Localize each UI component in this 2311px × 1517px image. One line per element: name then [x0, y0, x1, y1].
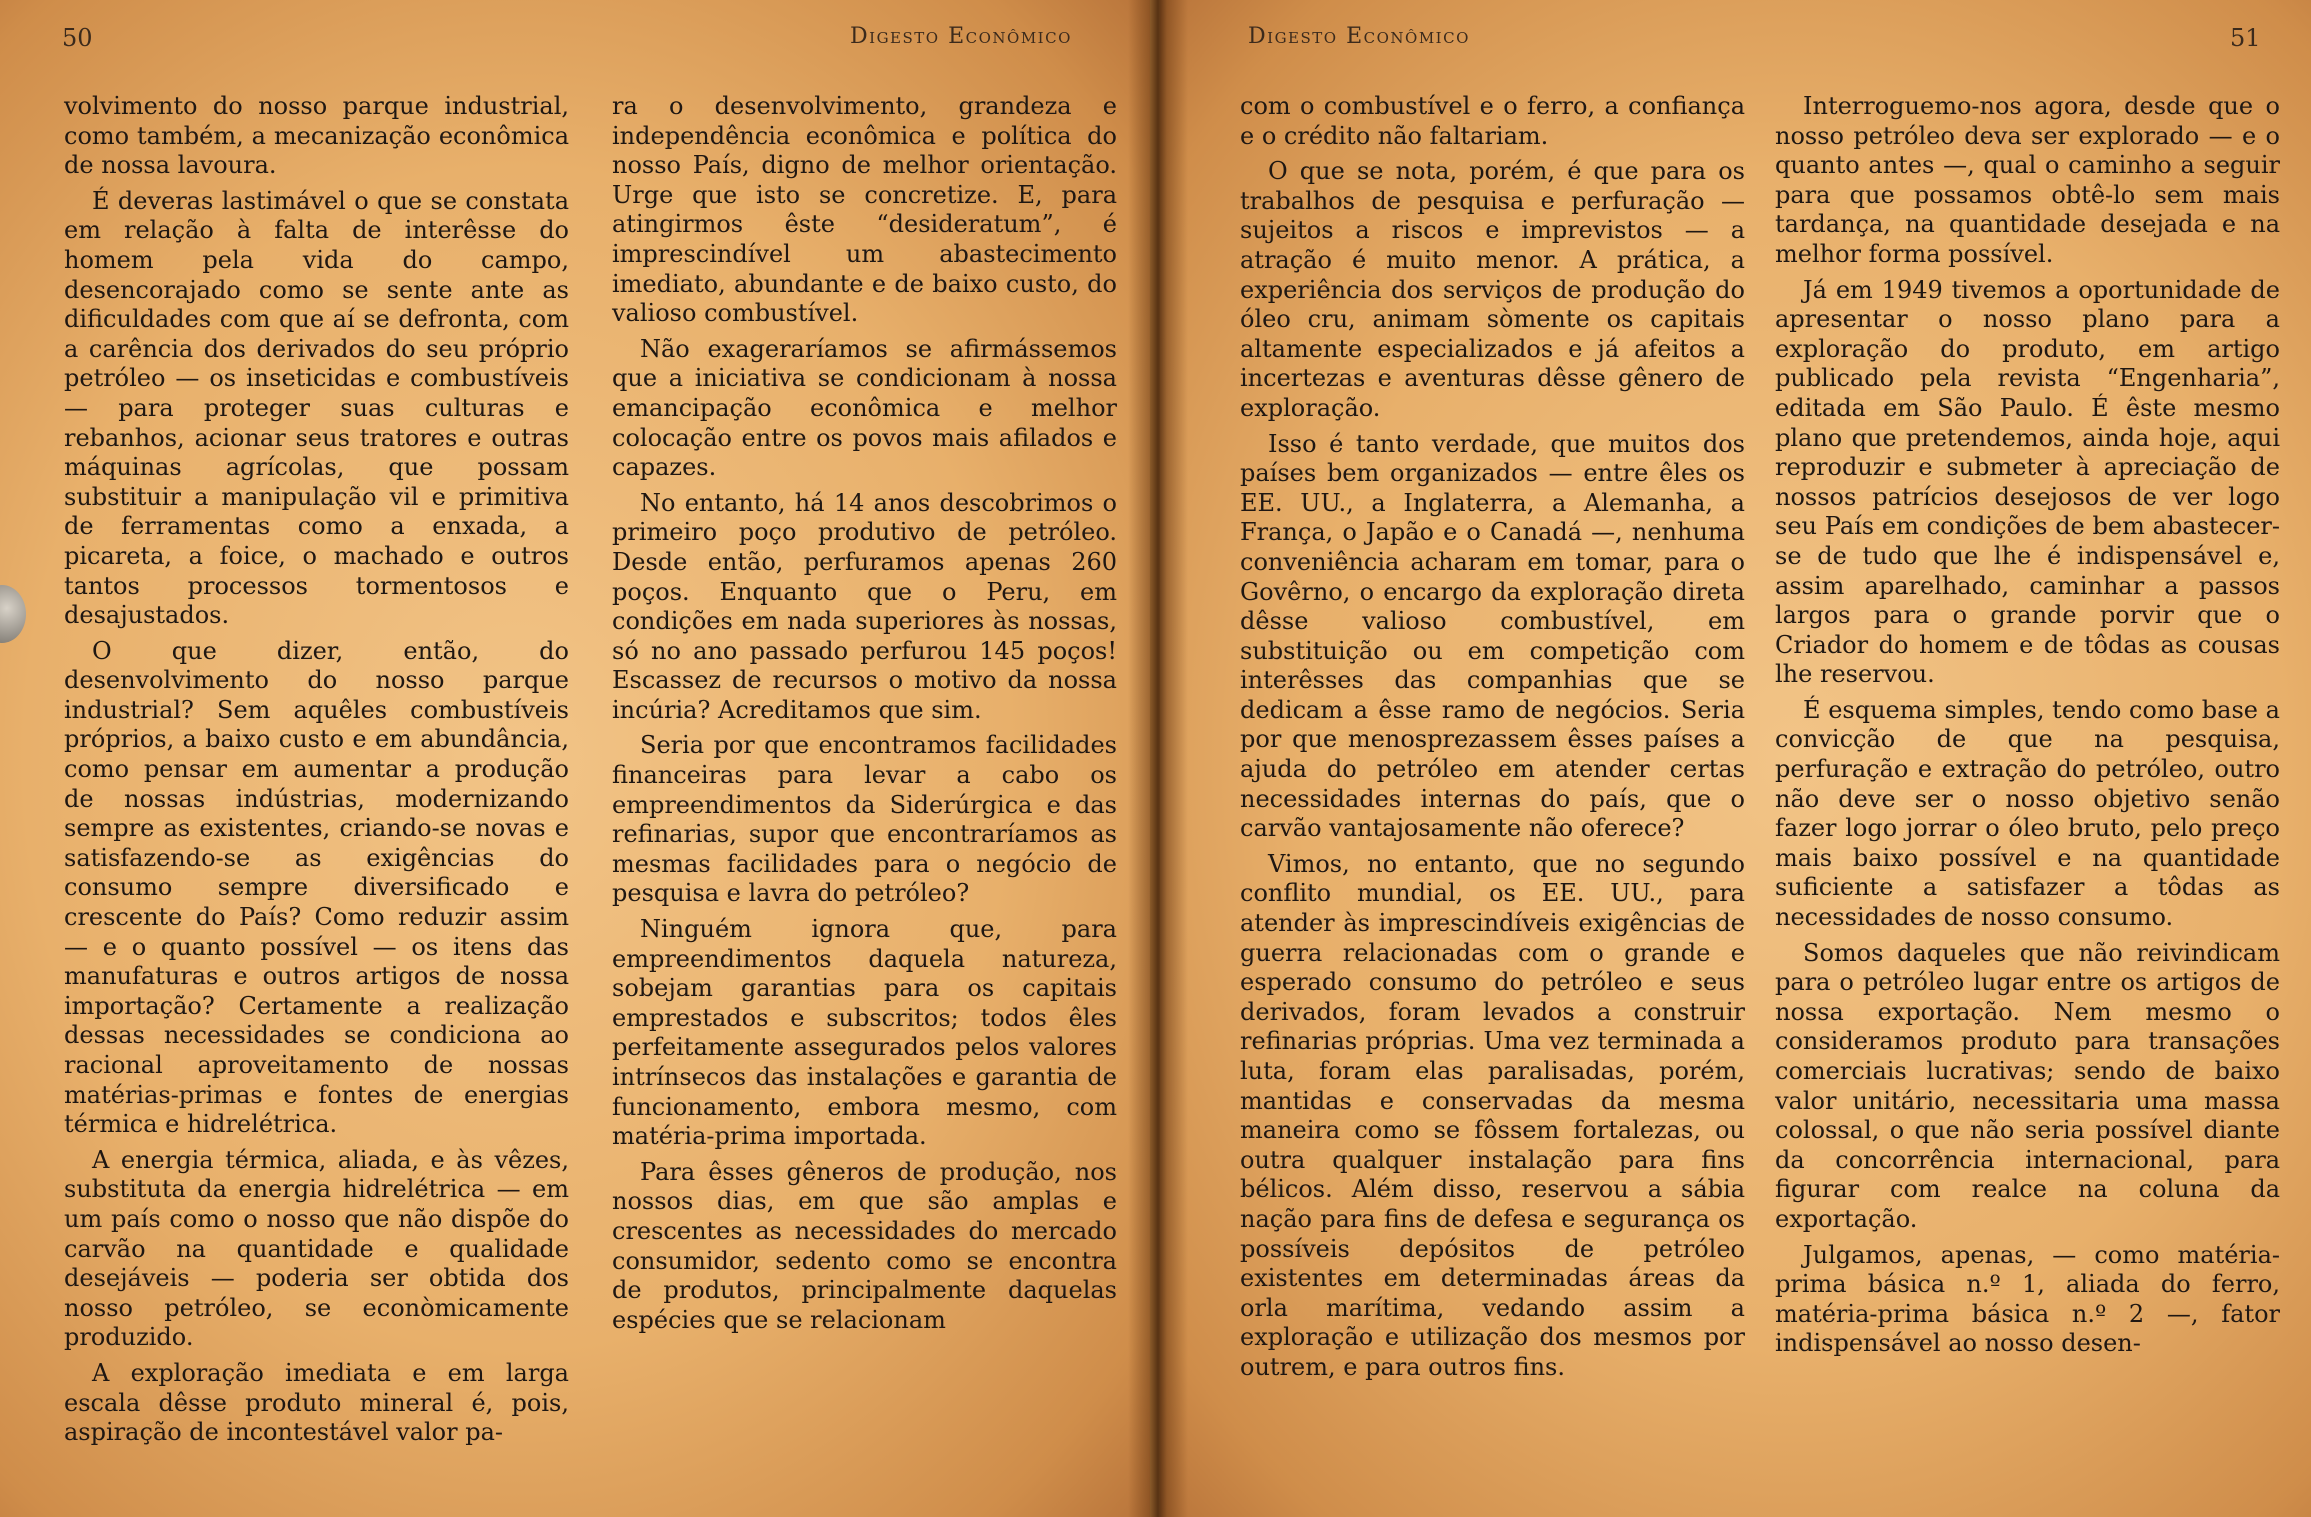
- paragraph: No entanto, há 14 anos descobrimos o primeiro poço produtivo de petróleo. Desde então, perfuramos apenas 260 poços. Enquanto que o Peru, em condições em nada superiores às nossas, só no ano passado perfurou 145 poços! Escassez de recursos o motivo da nossa incúria? Acreditamos que sim.: [612, 488, 1117, 724]
- paragraph: O que dizer, então, do desenvolvimento do nosso parque industrial? Sem aquêles combustíveis próprios, a baixo custo e em abundância, como pensar em aumentar a produção de nossas indústrias, modernizando sempre as existentes, criando-se novas e satisfazendo-se as exigências do consumo sempre diversificado e crescente do País? Como reduzir assim — e o quanto possível — os itens das manufaturas e outros artigos de nossa importação? Certamente a realização dessas necessidades se condiciona ao racional aproveitamento de nossas matérias-primas e fontes de energias térmica e hidrelétrica.: [64, 636, 569, 1139]
- paragraph: volvimento do nosso parque industrial, como também, a mecanização econômica de nossa lavoura.: [64, 92, 569, 180]
- paragraph: É esquema simples, tendo como base a convicção de que na pesquisa, perfuração e extração do petróleo, outro não deve ser o nosso objetivo senão fazer logo jorrar o óleo bruto, pelo preço mais baixo possível e na quantidade suficiente a satisfazer a tôdas as necessidades de nosso consumo.: [1775, 695, 2280, 932]
- paragraph: A exploração imediata e em larga escala dêsse produto mineral é, pois, aspiração de incontestável valor pa-: [64, 1358, 569, 1447]
- text-column-1: [1240, 92, 1745, 1389]
- paragraph: Julgamos, apenas, — como matéria-prima básica n.º 1, aliada do ferro, matéria-prima básica n.º 2 —, fator indispensável ao nosso desen-: [1775, 1240, 2280, 1358]
- paragraph: com o combustível e o ferro, a confiança e o crédito não faltariam.: [1240, 92, 1745, 150]
- paragraph: Somos daqueles que não reivindicam para o petróleo lugar entre os artigos de nossa exportação. Nem mesmo o consideramos produto para transações comerciais lucrativas; sendo de baixo valor unitário, necessitaria uma massa colossal, o que não seria possível diante da concorrência internacional, para figurar com realce na coluna da exportação.: [1775, 938, 2280, 1233]
- paragraph: Seria por que encontramos facilidades financeiras para levar a cabo os empreendimentos da Siderúrgica e das refinarias, supor que encontraríamos as mesmas facilidades para o negócio de pesquisa e lavra do petróleo?: [612, 731, 1117, 908]
- paragraph: Interroguemo-nos agora, desde que o nosso petróleo deva ser explorado — e o quanto antes —, qual o caminho a seguir para que possamos obtê-lo sem mais tardança, na quantidade desejada e na melhor forma possível.: [1775, 92, 2280, 268]
- running-head: Digesto Econômico: [1248, 24, 1470, 49]
- running-head: Digesto Econômico: [850, 24, 1072, 49]
- page-number: 50: [62, 24, 93, 52]
- paragraph: Já em 1949 tivemos a oportunidade de apresentar o nosso plano para a exploração do produto, em artigo publicado pela revista “Engenharia”, editada em São Paulo. É êste mesmo plano que pretendemos, ainda hoje, aqui reproduzir e submeter à apreciação de nossos patrícios desejosos de ver logo seu País em condições de bem abastecer-se de tudo que lhe é indispensável e, assim aparelhado, caminhar a passos largos para o grande porvir que o Criador do homem e de tôdas as cousas lhe reservou.: [1775, 275, 2280, 689]
- binder-ring: [0, 585, 26, 643]
- paragraph: ra o desenvolvimento, grandeza e independência econômica e política do nosso País, digno de melhor orientação. Urge que isto se concretize. E, para atingirmos êste “desideratum”, é imprescindível um abastecimento imediato, abundante e de baixo custo, do valioso combustível.: [612, 92, 1117, 328]
- left-page: [0, 0, 1150, 1517]
- right-page: [1160, 0, 2311, 1517]
- text-column-1: [64, 92, 569, 1454]
- paragraph: Vimos, no entanto, que no segundo conflito mundial, os EE. UU., para atender às imprescindíveis exigências de guerra relacionadas com o grande e esperado consumo do petróleo e seus derivados, foram levados a construir refinarias próprias. Uma vez terminada a luta, foram elas paralisadas, porém, mantidas e conservadas da mesma maneira como se fôssem fortalezas, ou outra qualquer instalação para fins bélicos. Além disso, reservou a sábia nação para fins de defesa e segurança os possíveis depósitos de petróleo existentes em determinadas áreas da orla marítima, vedando assim a exploração e utilização dos mesmos por outrem, e para outros fins.: [1240, 849, 1745, 1381]
- text-column-2: [1775, 92, 2280, 1365]
- paragraph: O que se nota, porém, é que para os trabalhos de pesquisa e perfuração — sujeitos a riscos e imprevistos — a atração é muito menor. A prática, a experiência dos serviços de produção do óleo cru, animam sòmente os capitais altamente especializados e já afeitos a incertezas e aventuras dêsse gênero de exploração.: [1240, 157, 1745, 422]
- paragraph: Para êsses gêneros de produção, nos nossos dias, em que são amplas e crescentes as necessidades do mercado consumidor, sedento como se encontra de produtos, principalmente daquelas espécies que se relacionam: [612, 1157, 1117, 1334]
- paragraph: Ninguém ignora que, para empreendimentos daquela natureza, sobejam garantias para os capitais emprestados e subscritos; todos êles perfeitamente assegurados pelos valores intrínsecos das instalações e garantia de funcionamento, embora mesmo, com matéria-prima importada.: [612, 915, 1117, 1151]
- book-gutter: [1128, 0, 1188, 1517]
- paragraph: Isso é tanto verdade, que muitos dos países bem organizados — entre êles os EE. UU., a Inglaterra, a Alemanha, a França, o Japão e o Canadá —, nenhuma conveniência acharam em tomar, para o Govêrno, o encargo da exploração direta dêsse valioso combustível, em substituição ou em competição com interêsses das companhias que se dedicam a êsse ramo de negócios. Seria por que menosprezassem êsses países a ajuda do petróleo em atender certas necessidades internas do país, que o carvão vantajosamente não oferece?: [1240, 429, 1745, 843]
- text-column-2: [612, 92, 1117, 1341]
- paragraph: A energia térmica, aliada, e às vêzes, substituta da energia hidrelétrica — em um país como o nosso que não dispõe do carvão na quantidade e qualidade desejáveis — poderia ser obtida dos nosso petróleo, se econòmicamente produzido.: [64, 1145, 569, 1352]
- page-number: 51: [2230, 24, 2261, 52]
- paragraph: Não exageraríamos se afirmássemos que a iniciativa se condicionam à nossa emancipação econômica e melhor colocação entre os povos mais afilados e capazes.: [612, 334, 1117, 482]
- paragraph: É deveras lastimável o que se constata em relação à falta de interêsse do homem pela vida do campo, desencorajado como se sente ante as dificuldades com que aí se defronta, com a carência dos derivados do seu próprio petróleo — os inseticidas e combustíveis — para proteger suas culturas e rebanhos, acionar seus tratores e outras máquinas agrícolas, que possam substituir a manipulação vil e primitiva de ferramentas como a enxada, a picareta, a foice, o machado e outros tantos processos tormentosos e desajustados.: [64, 186, 569, 630]
